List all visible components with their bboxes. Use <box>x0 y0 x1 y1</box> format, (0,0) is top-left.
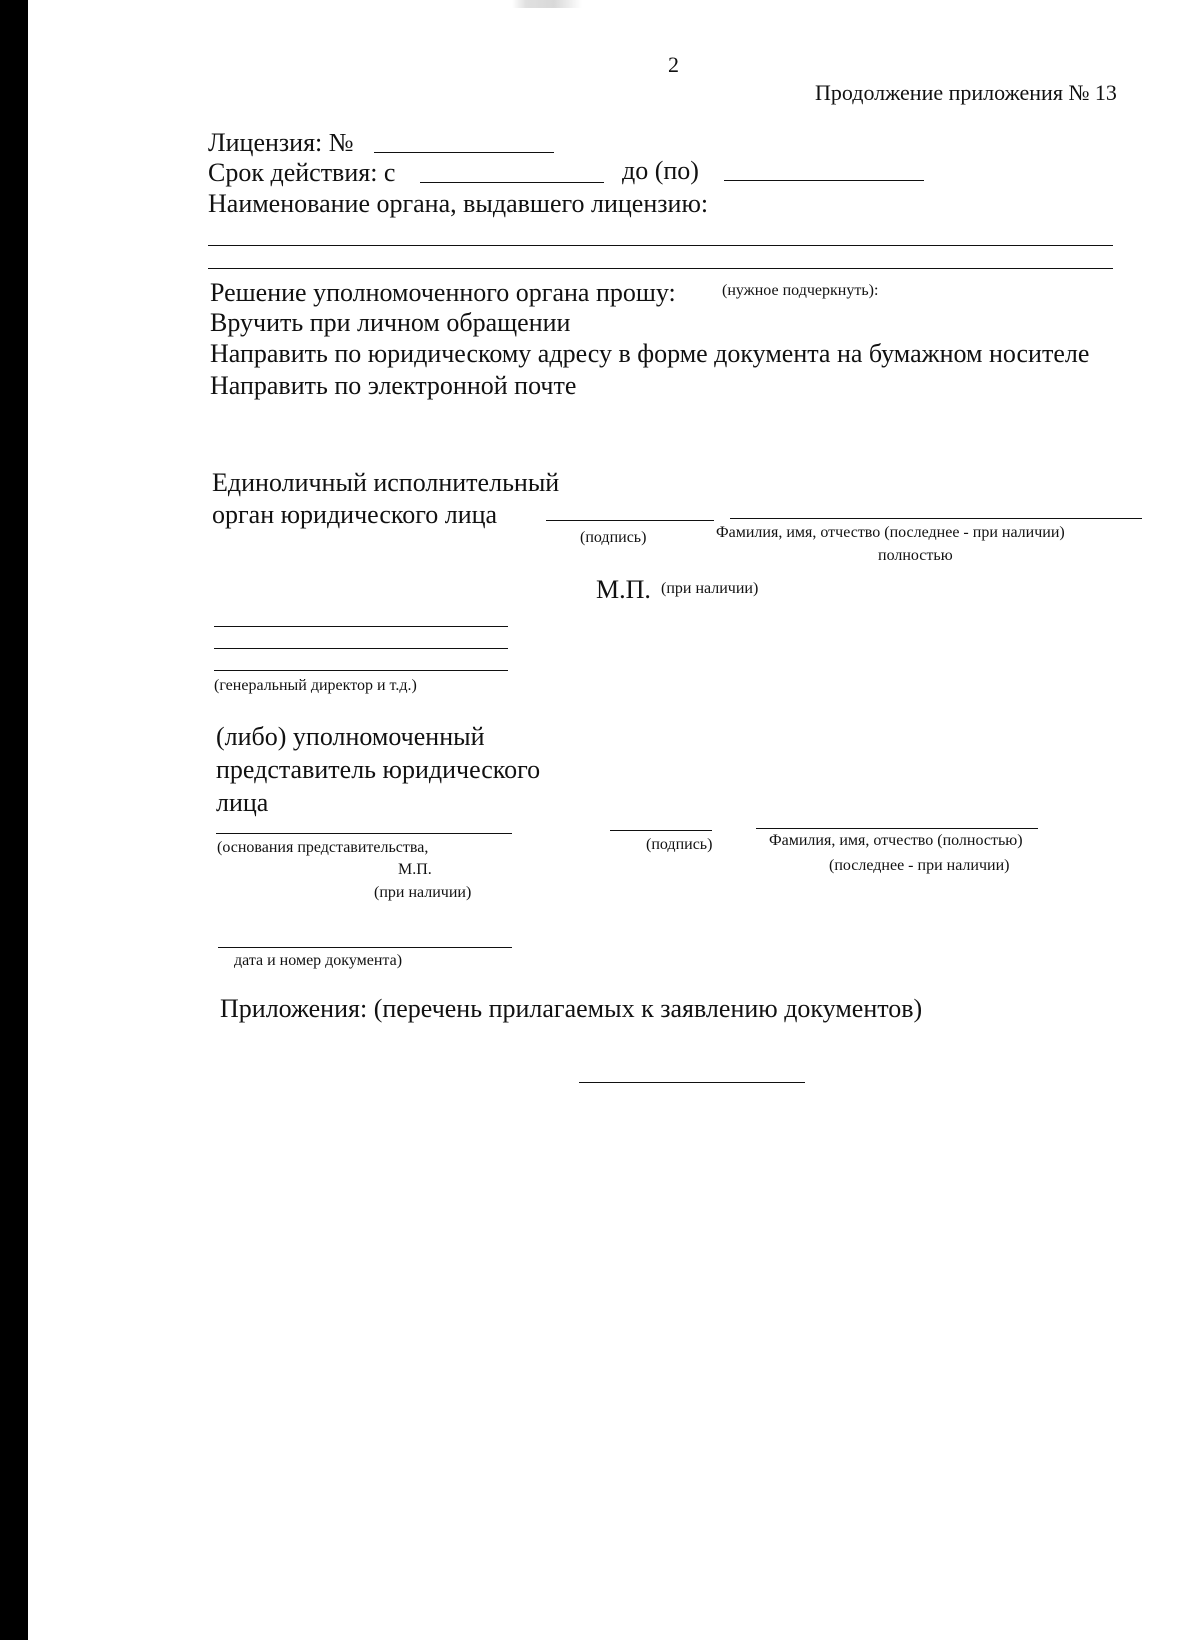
position-field-line-2[interactable] <box>214 648 508 649</box>
position-field-line-3[interactable] <box>214 670 508 671</box>
representative-basis-caption: (основания представительства, <box>217 839 429 856</box>
scan-artifact <box>512 0 582 8</box>
representative-signature-caption: (подпись) <box>646 836 713 853</box>
decision-option-paper-mail[interactable]: Направить по юридическому адресу в форме документа на бумажном носителе <box>210 339 1090 368</box>
license-number-field[interactable] <box>374 152 554 153</box>
representative-document-field[interactable] <box>218 947 512 948</box>
decision-option-email[interactable]: Направить по электронной почте <box>210 371 577 400</box>
representative-title-line-1: (либо) уполномоченный <box>216 722 485 751</box>
executive-name-caption-2: полностью <box>878 547 953 564</box>
executive-signature-field[interactable] <box>546 520 714 521</box>
validity-from-field[interactable] <box>420 182 604 183</box>
issuer-field-line-1[interactable] <box>208 245 1113 246</box>
representative-name-caption: Фамилия, имя, отчество (полностью) <box>769 832 1023 849</box>
executive-title-line-2: орган юридического лица <box>212 500 498 529</box>
representative-name-field[interactable] <box>756 828 1038 829</box>
executive-stamp: М.П. <box>596 575 651 604</box>
scan-edge <box>0 0 28 1640</box>
representative-title-line-3: лица <box>216 788 269 817</box>
decision-option-in-person[interactable]: Вручить при личном обращении <box>210 308 571 337</box>
closing-rule <box>579 1082 805 1083</box>
attachments-label: Приложения: (перечень прилагаемых к заявлению документов) <box>220 994 923 1023</box>
decision-note: (нужное подчеркнуть): <box>722 282 879 299</box>
continuation-note: Продолжение приложения № 13 <box>815 80 1117 105</box>
issuer-label: Наименование органа, выдавшего лицензию: <box>208 189 709 218</box>
representative-signature-field[interactable] <box>610 830 712 831</box>
validity-from-label: Срок действия: с <box>208 158 396 187</box>
position-field-line-1[interactable] <box>214 626 508 627</box>
representative-basis-field[interactable] <box>216 833 512 834</box>
validity-to-field[interactable] <box>724 180 924 181</box>
representative-stamp: М.П. <box>398 861 432 878</box>
representative-stamp-note: (при наличии) <box>374 884 472 901</box>
position-caption: (генеральный директор и т.д.) <box>214 677 417 694</box>
executive-stamp-note: (при наличии) <box>661 580 759 597</box>
executive-title-line-1: Единоличный исполнительный <box>212 468 560 497</box>
executive-name-field[interactable] <box>730 518 1142 519</box>
page-number: 2 <box>668 52 679 77</box>
representative-document-caption: дата и номер документа) <box>234 952 403 969</box>
issuer-field-line-2[interactable] <box>208 268 1113 269</box>
representative-title-line-2: представитель юридического <box>216 755 541 784</box>
representative-name-caption-2: (последнее - при наличии) <box>829 857 1010 874</box>
executive-name-caption: Фамилия, имя, отчество (последнее - при наличии) <box>716 524 1065 541</box>
validity-to-label: до (по) <box>622 156 699 185</box>
decision-label: Решение уполномоченного органа прошу: <box>210 278 676 307</box>
executive-signature-caption: (подпись) <box>580 529 647 546</box>
license-number-label: Лицензия: № <box>208 128 354 157</box>
